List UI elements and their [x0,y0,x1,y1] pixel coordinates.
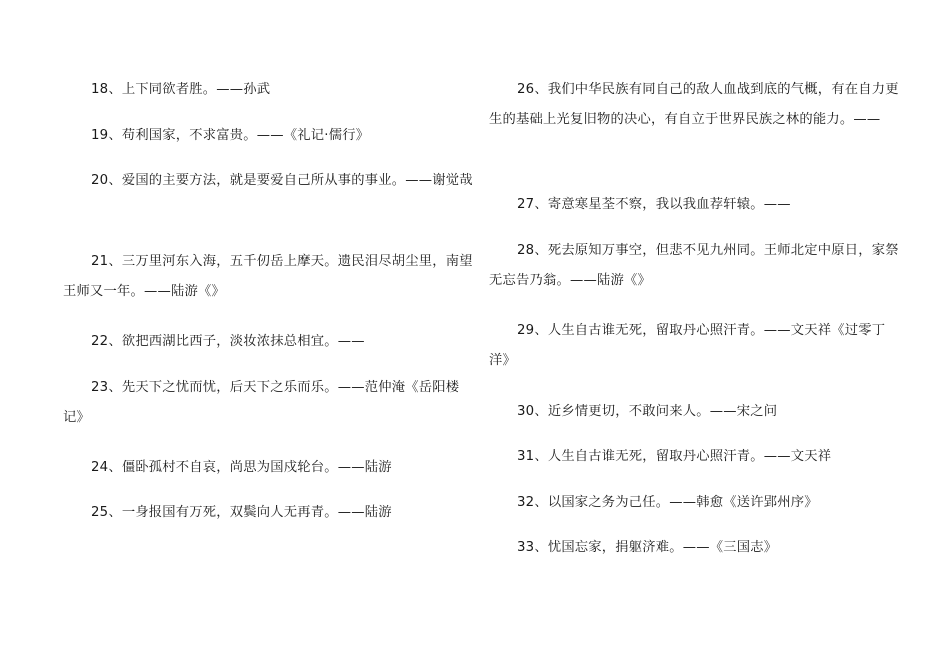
quote-entry: 22、欲把西湖比西子，淡妆浓抹总相宜。—— [91,334,365,349]
quote-entry: 24、僵卧孤村不自哀，尚思为国戍轮台。——陆游 [91,460,392,475]
quote-entry: 29、人生自古谁无死，留取丹心照汗青。——文天祥《过零丁洋》 [489,323,886,368]
quote-entry: 28、死去原知万事空，但悲不见九州同。王师北定中原日，家祭无忘告乃翁。——陆游《》 [489,243,899,288]
quote-entry: 32、以国家之务为己任。——韩愈《送许郢州序》 [517,495,818,510]
quote-entry: 27、寄意寒星荃不察，我以我血荐轩辕。—— [517,197,791,212]
quote-entry: 26、我们中华民族有同自己的敌人血战到底的气概，有在自力更生的基础上光复旧物的决心，有自立于世界民族之林的能力。—— [489,82,899,127]
quote-entry: 33、忧国忘家，捐躯济难。——《三国志》 [517,540,778,555]
quote-entry: 19、苟利国家，不求富贵。——《礼记·儒行》 [91,128,370,143]
quote-entry: 30、近乡情更切，不敢问来人。——宋之问 [517,404,778,419]
quote-entry: 23、先天下之忧而忧，后天下之乐而乐。——范仲淹《岳阳楼记》 [63,380,460,425]
quote-entry: 25、一身报国有万死，双鬓向人无再青。——陆游 [91,505,392,520]
quote-entry: 31、人生自古谁无死，留取丹心照汗青。——文天祥 [517,449,832,464]
quote-entry: 18、上下同欲者胜。——孙武 [91,82,271,97]
quote-entry: 20、爱国的主要方法，就是要爱自己所从事的事业。——谢觉哉 [91,173,473,188]
quote-entry: 21、三万里河东入海，五千仞岳上摩天。遗民泪尽胡尘里，南望王师又一年。——陆游《》 [63,254,473,299]
